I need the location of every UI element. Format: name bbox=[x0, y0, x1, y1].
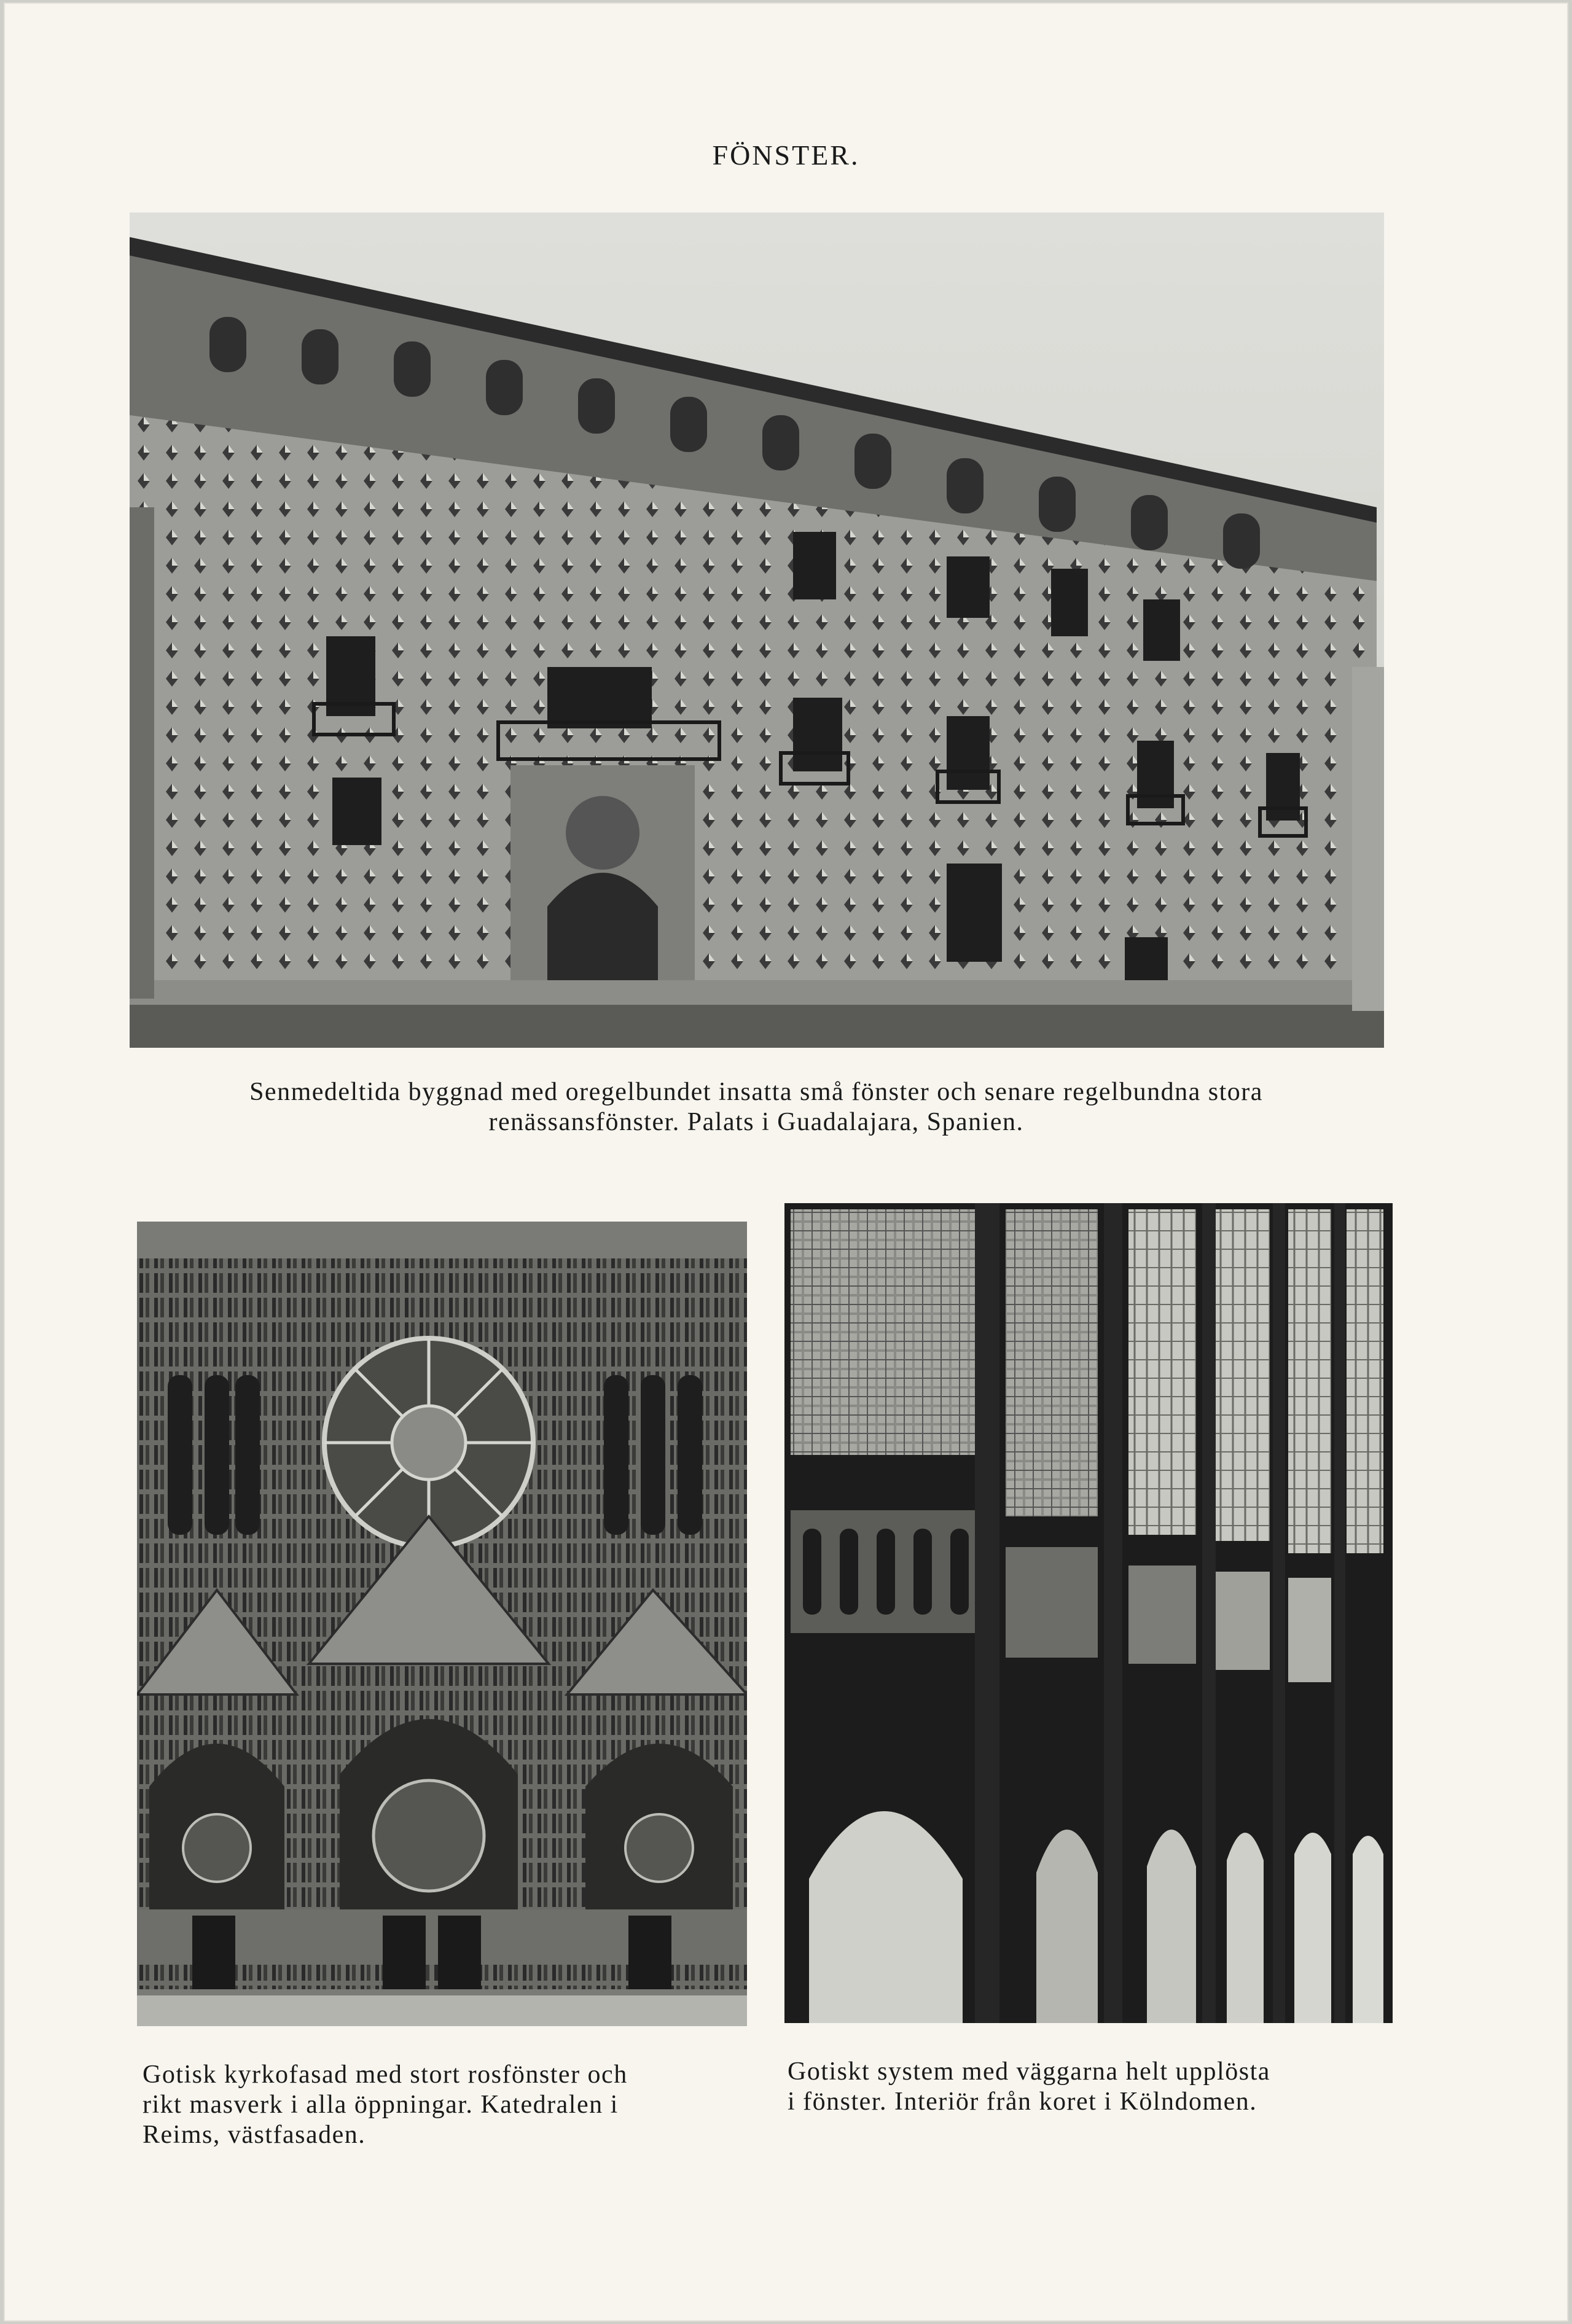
palace-photo bbox=[130, 213, 1384, 1048]
palace-caption bbox=[145, 1077, 1367, 1137]
page-title: FÖNSTER. bbox=[712, 139, 860, 171]
palace-caption-line: Senmedeltida byggnad med oregelbundet insatta små fönster och senare regelbundna stora bbox=[249, 1078, 1263, 1106]
cologne-caption-line: Gotiskt system med väggarna helt upplösta bbox=[788, 2057, 1270, 2086]
cologne-interior-photo bbox=[784, 1203, 1393, 2023]
reims-cathedral-photo bbox=[137, 1222, 747, 2026]
reims-caption-line: rikt masverk i alla öppningar. Katedralen i bbox=[143, 2091, 619, 2119]
cologne-caption bbox=[788, 2057, 1402, 2117]
palace-caption-line: renässansfönster. Palats i Guadalajara, Spanien. bbox=[488, 1108, 1024, 1136]
document-page bbox=[4, 2, 1568, 2322]
reims-caption-line: Gotisk kyrkofasad med stort rosfönster och bbox=[143, 2061, 628, 2089]
cologne-caption-line: i fönster. Interiör från koret i Kölndomen. bbox=[788, 2088, 1257, 2116]
reims-caption-line: Reims, västfasaden. bbox=[143, 2121, 366, 2149]
reims-caption bbox=[143, 2060, 753, 2150]
